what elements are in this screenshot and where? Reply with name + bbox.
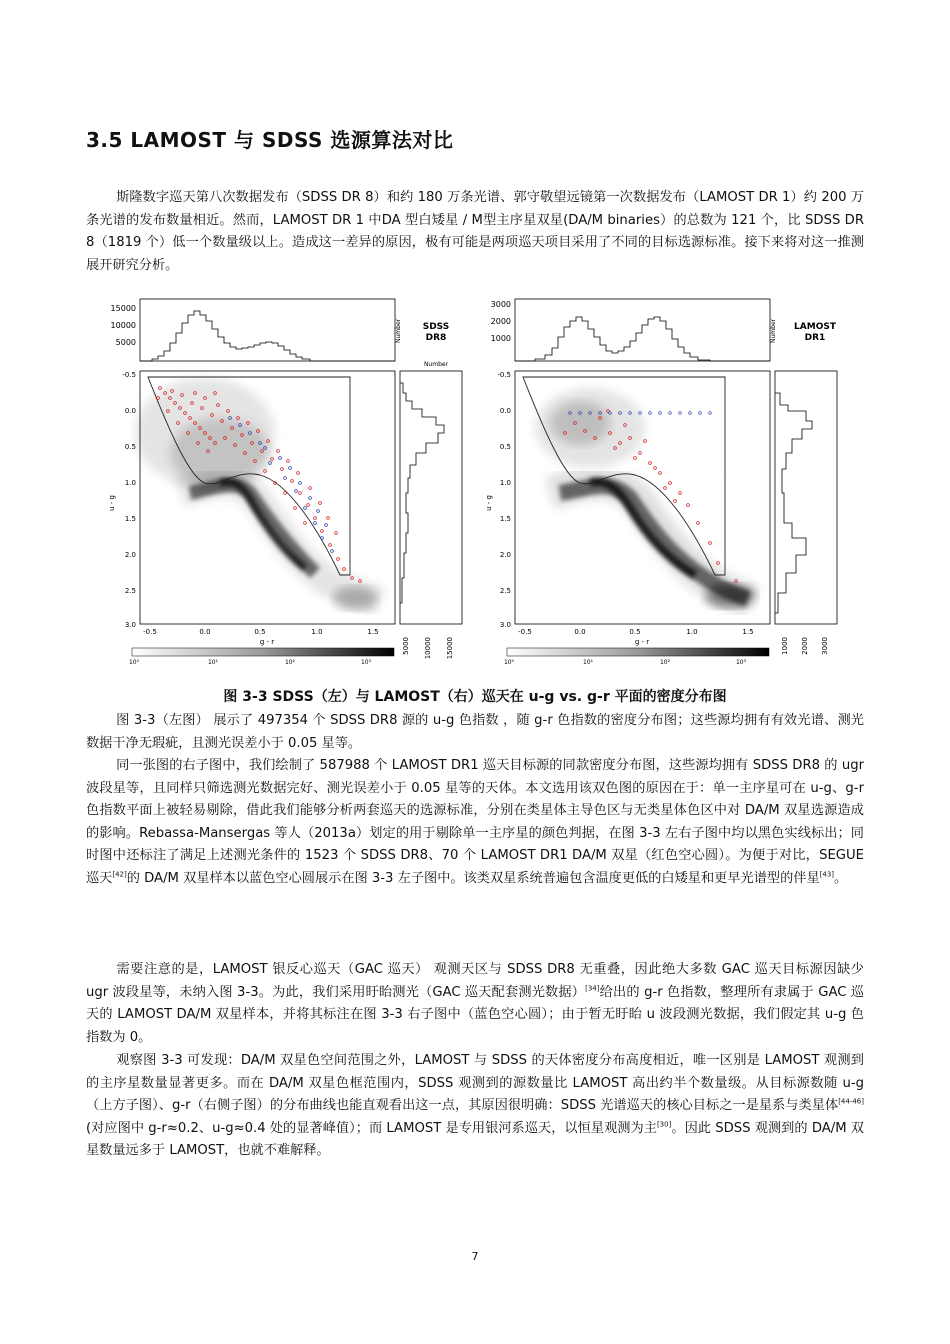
left-top-hist-frame bbox=[140, 299, 395, 361]
right-top-tick: 1000 bbox=[490, 334, 511, 343]
left-top-tick: 15000 bbox=[110, 304, 136, 313]
left-cbar-tick: 10² bbox=[284, 659, 296, 666]
right-panel-label: DR1 bbox=[804, 333, 826, 343]
right-side-hist-ticks bbox=[781, 637, 829, 655]
right-cbar-tick: 10¹ bbox=[582, 659, 594, 666]
right-x-tick: 1.0 bbox=[686, 628, 698, 636]
left-side-tick: 5000 bbox=[402, 637, 410, 655]
right-cbar-tick: 10⁰ bbox=[503, 659, 515, 666]
left-x-tick: 0.5 bbox=[254, 628, 266, 636]
right-y-tick: 2.5 bbox=[499, 587, 511, 595]
right-cbar-tick: 10² bbox=[659, 659, 671, 666]
right-y-ticks bbox=[497, 371, 511, 629]
right-x-tick: 0.0 bbox=[574, 628, 586, 636]
paragraph-gac: 需要注意的是，LAMOST 银反心巡天（GAC 巡天） 观测天区与 SDSS DR8 无重叠，因此绝大多数 GAC 巡天目标源因缺少 ugr 波段星等，未纳入图 3-3。为此，我们采用盱眙测光（GAC 巡天配套测光数据）[34]给出的 g-r 色指数，整理所有隶属于 GAC 巡天的 LAMOST DA/M 双星样本，并将其标注在图 3-3 右子图中（蓝色空心圆）；由于暂无盱眙 u 波段测光数据，我们假定其 u-g 色指数为 0。 bbox=[86, 962, 864, 1045]
left-x-tick: -0.5 bbox=[143, 628, 157, 636]
left-side-hist-axis-label: Number bbox=[423, 361, 449, 368]
left-y-tick: 3.0 bbox=[124, 621, 136, 629]
left-y-tick: 1.0 bbox=[124, 479, 136, 487]
left-y-ticks bbox=[122, 371, 136, 629]
left-cbar-tick: 10¹ bbox=[207, 659, 219, 666]
right-x-tick: 0.5 bbox=[629, 628, 641, 636]
left-x-tick: 1.5 bbox=[367, 628, 379, 636]
left-y-tick: -0.5 bbox=[122, 371, 136, 379]
right-top-tick: 2000 bbox=[490, 317, 511, 326]
citation: [34] bbox=[585, 984, 600, 993]
right-top-hist bbox=[515, 317, 770, 361]
citation: [30] bbox=[656, 1120, 672, 1129]
right-y-tick: 1.0 bbox=[499, 479, 511, 487]
left-xlabel: g - r bbox=[259, 638, 275, 646]
right-cbar-tick: 10³ bbox=[735, 659, 747, 666]
right-top-tick: 3000 bbox=[490, 300, 511, 309]
left-panel-label: SDSS bbox=[422, 322, 450, 332]
left-colorbar bbox=[132, 648, 394, 656]
left-y-tick: 1.5 bbox=[124, 515, 136, 523]
left-x-tick: 1.0 bbox=[311, 628, 323, 636]
paragraph-intro: 斯隆数字巡天第八次数据发布（SDSS DR 8）和约 180 万条光谱、郭守敬望远镜第一次数据发布（LAMOST DR 1）约 200 万条光谱的发布数量相近。然而，LAMOST DR 1 中DA 型白矮星 / M型主序星双星(DA/M binaries）的总数为 121 个，比 SDSS DR 8（1819 个）低一个数量级以上。造成这一差异的原因，极有可能是两项巡天项目采用了不同的目标选源标准。接下来将对这一推测展开研究分析。 bbox=[86, 190, 864, 273]
left-side-tick: 15000 bbox=[446, 637, 454, 660]
right-side-tick: 2000 bbox=[801, 637, 809, 655]
right-top-hist-axis-label: Number bbox=[770, 318, 777, 343]
left-y-tick: 2.0 bbox=[124, 551, 136, 559]
left-panel-label: DR8 bbox=[425, 333, 447, 343]
left-y-tick: 0.5 bbox=[124, 443, 136, 451]
paragraph-fig-left: 图 3-3（左图） 展示了 497354 个 SDSS DR8 源的 u-g 色指数 ，随 g-r 色指数的密度分布图；这些源均拥有有效光谱、测光数据干净无瑕疵，且测光误差小于 0.05 星等。 bbox=[86, 713, 864, 751]
right-y-tick: 0.0 bbox=[499, 407, 511, 415]
left-panel bbox=[108, 299, 462, 666]
figure-caption: 图 3-3 SDSS（左）与 LAMOST（右）巡天在 u-g vs. g-r 平面的密度分布图 bbox=[223, 689, 727, 705]
right-x-tick: 1.5 bbox=[742, 628, 754, 636]
figure-3-3 bbox=[100, 293, 860, 685]
right-y-tick: 1.5 bbox=[499, 515, 511, 523]
right-side-tick: 1000 bbox=[781, 637, 789, 655]
right-xlabel: g - r bbox=[634, 638, 650, 646]
left-side-hist-ticks bbox=[402, 637, 454, 659]
right-ylabel: u - g bbox=[485, 495, 493, 511]
left-cbar-tick: 10³ bbox=[360, 659, 372, 666]
right-y-tick: 2.0 bbox=[499, 551, 511, 559]
left-side-hist bbox=[400, 383, 444, 603]
citation: [43] bbox=[819, 870, 835, 879]
paragraph-observation: 观察图 3-3 可发现：DA/M 双星色空间范围之外，LAMOST 与 SDSS 的天体密度分布高度相近，唯一区别是 LAMOST 观测到的主序星数量显著更多。而在 DA/M 双星色框范围内，SDSS 观测到的源数量比 LAMOST 高出约半个数量级。从目标源数随 u-g（上方子图）、g-r（右侧子图）的分布曲线也能直观看出这一点，其原因很明确：SDSS 光谱巡天的核心目标之一是星系与类星体[44-46](对应图中 g-r≈0.2、u-g≈0.4 处的显著峰值）；而 LAMOST 是专用银河系巡天，以恒星观测为主[30]。因此 SDSS 观测到的 DA/M 双星数量远多于 LAMOST，也就不难解释。 bbox=[86, 1053, 864, 1159]
right-y-tick: -0.5 bbox=[497, 371, 511, 379]
left-y-tick: 0.0 bbox=[124, 407, 136, 415]
left-x-ticks bbox=[143, 628, 378, 636]
left-cbar-tick: 10⁰ bbox=[128, 659, 140, 666]
citation: [44-46] bbox=[838, 1097, 864, 1106]
left-x-tick: 0.0 bbox=[199, 628, 211, 636]
left-side-hist-frame bbox=[400, 371, 462, 624]
right-panel-label: LAMOST bbox=[794, 322, 836, 332]
section-heading: 3.5 LAMOST 与 SDSS 选源算法对比 bbox=[86, 128, 454, 152]
right-side-hist bbox=[775, 393, 812, 613]
right-top-hist-frame bbox=[515, 299, 770, 361]
left-side-tick: 10000 bbox=[424, 637, 432, 660]
right-side-tick: 3000 bbox=[821, 637, 829, 655]
citation: [42] bbox=[112, 870, 127, 879]
left-y-tick: 2.5 bbox=[124, 587, 136, 595]
left-ylabel: u - g bbox=[108, 495, 116, 511]
left-top-tick: 5000 bbox=[115, 338, 136, 347]
left-colorbar-ticks bbox=[129, 659, 372, 666]
right-colorbar-ticks bbox=[504, 659, 747, 666]
right-x-ticks bbox=[518, 628, 753, 636]
right-y-tick: 3.0 bbox=[499, 621, 511, 629]
right-x-tick: -0.5 bbox=[518, 628, 532, 636]
paragraph-fig-right: 同一张图的右子图中，我们绘制了 587988 个 LAMOST DR1 巡天目标源的同款密度分布图，这些源均拥有 SDSS DR8 的 ugr 波段星等，且同样只筛选测光数据完好、测光误差小于 0.05 星等的天体。本文选用该双色图的原因在于：单一主序星可在 u-g、g-r 色指数平面上被轻易剔除，借此我们能够分析两套巡天的选源标准，分别在类星体主导色区与无类星体色区中对 DA/M 双星选源造成的影响。Rebassa-Mansergas 等人（2013a）划定的用于剔除单一主序星的颜色判据，在图 3-3 左右子图中均以黑色实线标出；同时图中还标注了满足上述测光条件的 1523 个 SDSS DR8、70 个 LAMOST DR1 DA/M 双星（红色空心圆）。为便于对比，SEGUE 巡天[42]的 DA/M 双星样本以蓝色空心圆展示在图 3-3 左子图中。该类双星系统普遍包含温度更低的白矮星和更早光谱型的伴星[43]。 bbox=[86, 758, 864, 886]
page-number: 7 bbox=[471, 1250, 479, 1263]
right-y-tick: 0.5 bbox=[499, 443, 511, 451]
left-top-tick: 10000 bbox=[110, 321, 136, 330]
right-panel bbox=[485, 299, 837, 666]
left-top-hist bbox=[140, 311, 395, 361]
left-top-hist-axis-label: Number bbox=[395, 318, 402, 343]
figure-svg bbox=[100, 293, 860, 685]
right-colorbar bbox=[507, 648, 769, 656]
